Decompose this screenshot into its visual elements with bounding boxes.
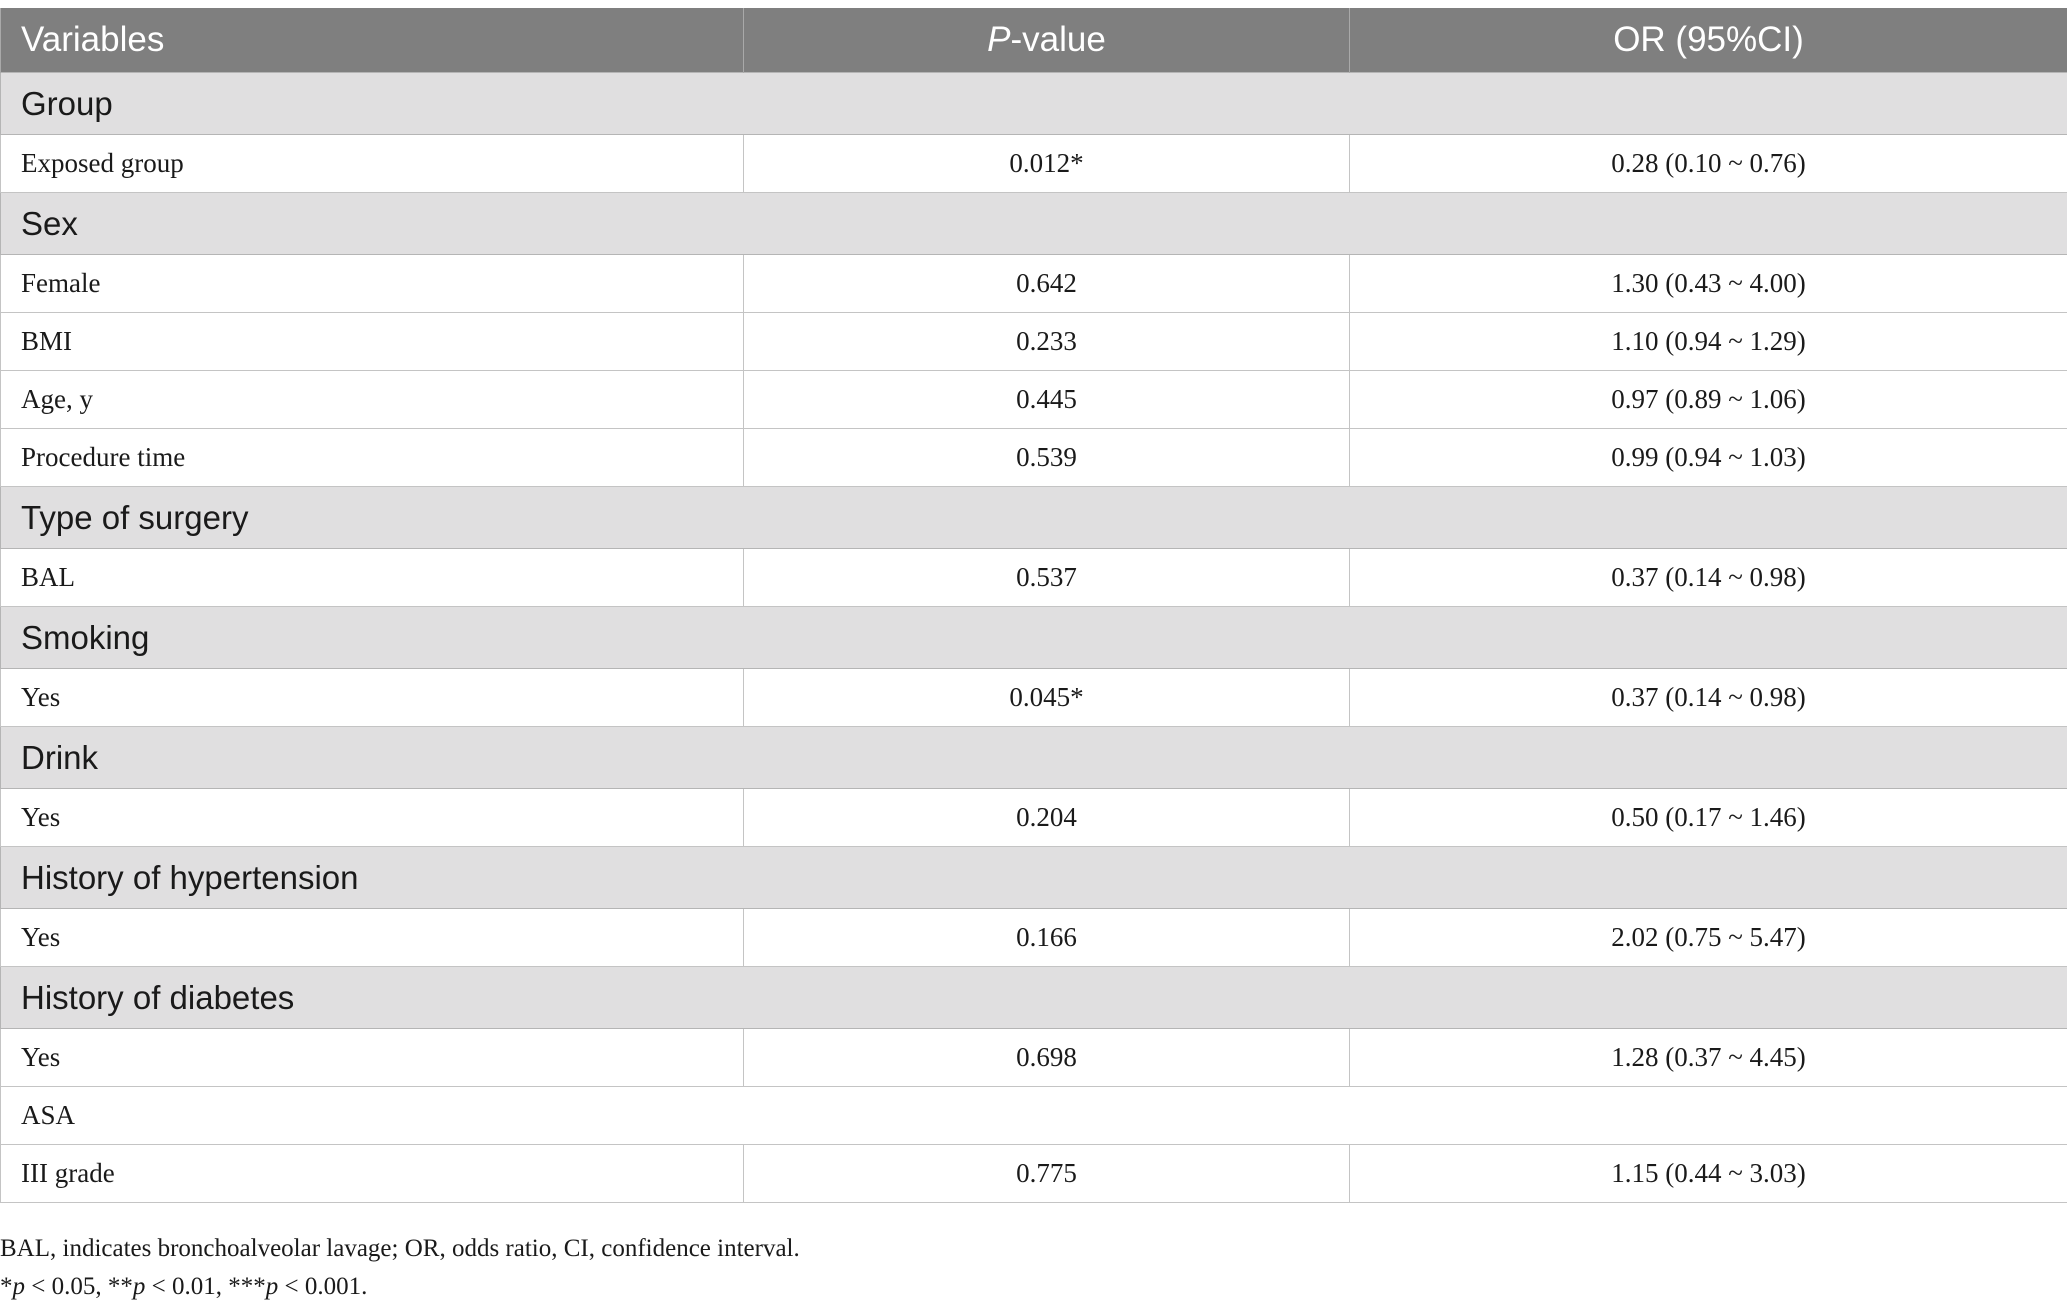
table-body	[1, 73, 2067, 1203]
variable-cell: Yes	[1, 669, 744, 727]
section-row	[1, 193, 2067, 255]
variable-cell: Yes	[1, 789, 744, 847]
p-value-cell: 0.233	[744, 313, 1350, 371]
or-ci-cell: 1.30 (0.43 ~ 4.00)	[1350, 255, 2067, 313]
variable-cell: III grade	[1, 1145, 744, 1203]
variable-cell: Procedure time	[1, 429, 744, 487]
header-variables: Variables	[1, 8, 744, 73]
section-label: Group	[1, 73, 2067, 135]
variable-cell: Exposed group	[1, 135, 744, 193]
p-value-cell: 0.537	[744, 549, 1350, 607]
section-row	[1, 847, 2067, 909]
p-symbol: p	[265, 1273, 279, 1300]
regression-table-container	[0, 8, 2067, 1203]
variable-cell: Yes	[1, 1029, 744, 1087]
p-value-cell: 0.166	[744, 909, 1350, 967]
or-ci-cell: 1.15 (0.44 ~ 3.03)	[1350, 1145, 2067, 1203]
table-row	[1, 135, 2067, 193]
table-row	[1, 313, 2067, 371]
significance-text: *	[0, 1273, 13, 1300]
p-value-cell: 0.012*	[744, 135, 1350, 193]
or-ci-cell: 0.50 (0.17 ~ 1.46)	[1350, 789, 2067, 847]
footnote-significance	[0, 1268, 800, 1306]
section-label: Smoking	[1, 607, 2067, 669]
significance-text: < 0.05, **	[25, 1273, 133, 1300]
section-row	[1, 967, 2067, 1029]
section-label: History of diabetes	[1, 967, 2067, 1029]
p-value-cell: 0.445	[744, 371, 1350, 429]
header-p-italic: P	[987, 20, 1011, 59]
header-p-value	[744, 8, 1350, 73]
significance-text: < 0.01, ***	[145, 1273, 266, 1300]
table-footnotes	[0, 1230, 800, 1306]
p-value-cell: 0.775	[744, 1145, 1350, 1203]
table-row	[1, 909, 2067, 967]
or-ci-cell: 0.28 (0.10 ~ 0.76)	[1350, 135, 2067, 193]
section-label: ASA	[1, 1087, 2067, 1145]
section-row	[1, 73, 2067, 135]
section-label: History of hypertension	[1, 847, 2067, 909]
p-symbol: p	[132, 1273, 146, 1300]
variable-cell: Yes	[1, 909, 744, 967]
or-ci-cell: 0.37 (0.14 ~ 0.98)	[1350, 549, 2067, 607]
variable-cell: Age, y	[1, 371, 744, 429]
p-symbol: p	[12, 1273, 25, 1300]
table-row	[1, 669, 2067, 727]
or-ci-cell: 1.28 (0.37 ~ 4.45)	[1350, 1029, 2067, 1087]
section-row	[1, 487, 2067, 549]
p-value-cell: 0.539	[744, 429, 1350, 487]
regression-table	[0, 8, 2067, 1203]
table-row	[1, 1145, 2067, 1203]
section-row	[1, 727, 2067, 789]
or-ci-cell: 0.99 (0.94 ~ 1.03)	[1350, 429, 2067, 487]
header-p-rest: -value	[1010, 20, 1106, 59]
p-value-cell: 0.698	[744, 1029, 1350, 1087]
table-row	[1, 371, 2067, 429]
p-value-cell: 0.045*	[744, 669, 1350, 727]
variable-cell: Female	[1, 255, 744, 313]
table-row	[1, 789, 2067, 847]
variable-cell: BMI	[1, 313, 744, 371]
header-or: OR (95%CI)	[1350, 8, 2067, 73]
table-row	[1, 549, 2067, 607]
or-ci-cell: 0.37 (0.14 ~ 0.98)	[1350, 669, 2067, 727]
footnote-abbreviations: BAL, indicates bronchoalveolar lavage; OR, odds ratio, CI, confidence interval.	[0, 1235, 800, 1262]
section-label: Type of surgery	[1, 487, 2067, 549]
or-ci-cell: 1.10 (0.94 ~ 1.29)	[1350, 313, 2067, 371]
p-value-cell: 0.642	[744, 255, 1350, 313]
or-ci-cell: 2.02 (0.75 ~ 5.47)	[1350, 909, 2067, 967]
table-row	[1, 255, 2067, 313]
section-row	[1, 607, 2067, 669]
or-ci-cell: 0.97 (0.89 ~ 1.06)	[1350, 371, 2067, 429]
category-row	[1, 1087, 2067, 1145]
section-label: Sex	[1, 193, 2067, 255]
table-row	[1, 1029, 2067, 1087]
table-row	[1, 429, 2067, 487]
table-header	[1, 8, 2067, 73]
header-row	[1, 8, 2067, 73]
significance-text: < 0.001.	[278, 1273, 368, 1300]
variable-cell: BAL	[1, 549, 744, 607]
p-value-cell: 0.204	[744, 789, 1350, 847]
section-label: Drink	[1, 727, 2067, 789]
